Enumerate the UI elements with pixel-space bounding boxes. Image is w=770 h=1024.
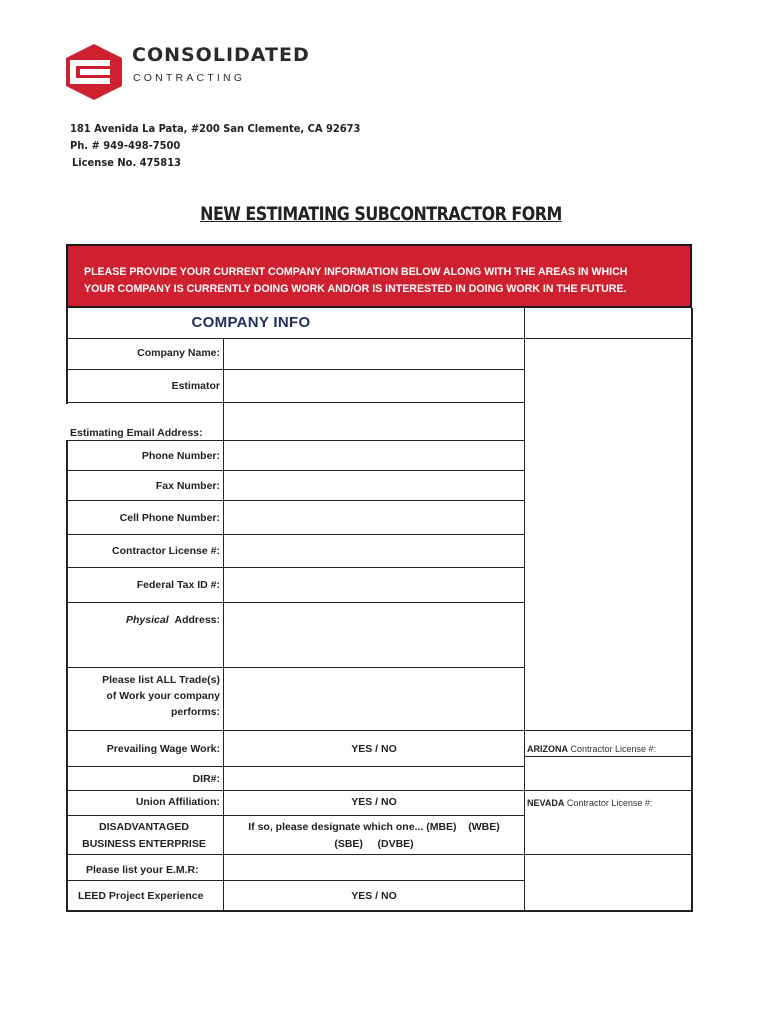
banner-line-1: PLEASE PROVIDE YOUR CURRENT COMPANY INFORMATION BELOW ALONG WITH THE AREAS IN WHICH: [84, 266, 628, 278]
label-contractor-license: Contractor License #:: [112, 545, 220, 557]
logo-wordmark-primary: CONSOLIDATED: [132, 44, 310, 66]
label-address-word: Address:: [174, 614, 220, 626]
arizona-state-label: ARIZONA: [527, 744, 568, 754]
dbe-designation-line-2: (SBE) (DVBE): [334, 838, 414, 850]
company-logo: [66, 44, 310, 100]
label-estimating-email: Estimating Email Address:: [70, 427, 203, 439]
company-name-field[interactable]: [226, 341, 524, 369]
company-phone: Ph. # 949-498-7500: [70, 139, 181, 152]
leed-yes-no[interactable]: YES / NO: [351, 890, 397, 902]
row-line: [524, 790, 693, 791]
row-line: [66, 766, 525, 767]
row-line: [66, 402, 525, 403]
table-border-right: [691, 308, 693, 912]
logo-wordmark-secondary: CONTRACTING: [133, 72, 246, 84]
trades-field[interactable]: [226, 670, 524, 732]
nevada-license-text: Contractor License #:: [564, 798, 653, 808]
company-license: License No. 475813: [72, 156, 181, 169]
label-union-affiliation: Union Affiliation:: [135, 796, 220, 808]
arizona-license-label: [527, 744, 656, 754]
label-trades-line-2: of Work your company: [106, 690, 220, 702]
row-line: [66, 790, 525, 791]
row-line: [66, 880, 525, 881]
table-border-bottom: [66, 910, 693, 912]
divider-right-col-bottom: [524, 730, 525, 912]
label-trades: [68, 672, 220, 720]
row-line: [66, 470, 525, 471]
physical-address-field[interactable]: [226, 605, 524, 669]
emr-field[interactable]: [226, 857, 524, 880]
row-line: [66, 440, 525, 441]
estimating-email-field[interactable]: [226, 405, 524, 440]
union-affiliation-yes-no[interactable]: YES / NO: [351, 796, 397, 808]
label-leed: LEED Project Experience: [78, 890, 204, 902]
row-line: [66, 567, 525, 568]
row-line: [66, 854, 693, 855]
row-line: [66, 534, 525, 535]
divider-right-col-top: [524, 308, 525, 338]
label-physical-word: Physical: [126, 614, 169, 626]
row-line: [524, 756, 693, 757]
banner-line-2: YOUR COMPANY IS CURRENTLY DOING WORK AND/OR IS INTERESTED IN DOING WORK IN THE FUTURE.: [84, 283, 627, 295]
label-trades-line-1: Please list ALL Trade(s): [102, 674, 220, 686]
label-cell-phone: Cell Phone Number:: [119, 512, 220, 524]
arizona-license-text: Contractor License #:: [568, 744, 657, 754]
nevada-state-label: NEVADA: [527, 798, 565, 808]
dbe-designation-line-1: If so, please designate which one... (MBE) (WBE): [248, 821, 500, 833]
cell-phone-field[interactable]: [226, 503, 524, 534]
row-line: [66, 500, 525, 501]
label-estimator: Estimator: [171, 380, 220, 392]
estimator-field[interactable]: [226, 372, 524, 402]
instructions-banner: [66, 244, 692, 308]
dir-field[interactable]: [226, 769, 524, 790]
row-line: [66, 369, 525, 370]
label-emr: Please list your E.M.R:: [86, 864, 199, 876]
prevailing-wage-yes-no[interactable]: YES / NO: [351, 743, 397, 755]
label-fax-number: Fax Number:: [155, 480, 220, 492]
row-line: [66, 815, 525, 816]
dbe-designation[interactable]: [224, 819, 524, 853]
fax-number-field[interactable]: [226, 473, 524, 500]
label-trades-line-3: performs:: [170, 706, 220, 718]
row-line: [66, 602, 525, 603]
row-line: [66, 338, 693, 339]
nevada-license-label: [527, 798, 652, 808]
label-disadvantaged-line-2: BUSINESS ENTERPRISE: [82, 838, 206, 850]
label-prevailing-wage: Prevailing Wage Work:: [106, 743, 220, 755]
form-title: NEW ESTIMATING SUBCONTRACTOR FORM: [200, 204, 562, 225]
label-federal-tax-id: Federal Tax ID #:: [136, 579, 220, 591]
label-physical-address: [68, 614, 220, 626]
label-dir: DIR#:: [192, 773, 220, 785]
phone-number-field[interactable]: [226, 443, 524, 470]
arizona-license-field[interactable]: [527, 758, 691, 790]
section-heading-company-info: COMPANY INFO: [191, 314, 311, 331]
nevada-license-field[interactable]: [527, 815, 691, 853]
label-phone-number: Phone Number:: [141, 450, 220, 462]
label-disadvantaged: [68, 819, 220, 853]
logo-mark-icon: [66, 44, 126, 100]
label-company-name: Company Name:: [137, 347, 220, 359]
company-address: 181 Avenida La Pata, #200 San Clemente, CA 92673: [70, 122, 361, 135]
label-disadvantaged-line-1: DISADVANTAGED: [98, 821, 190, 833]
federal-tax-id-field[interactable]: [226, 570, 524, 602]
contractor-license-field[interactable]: [226, 537, 524, 567]
